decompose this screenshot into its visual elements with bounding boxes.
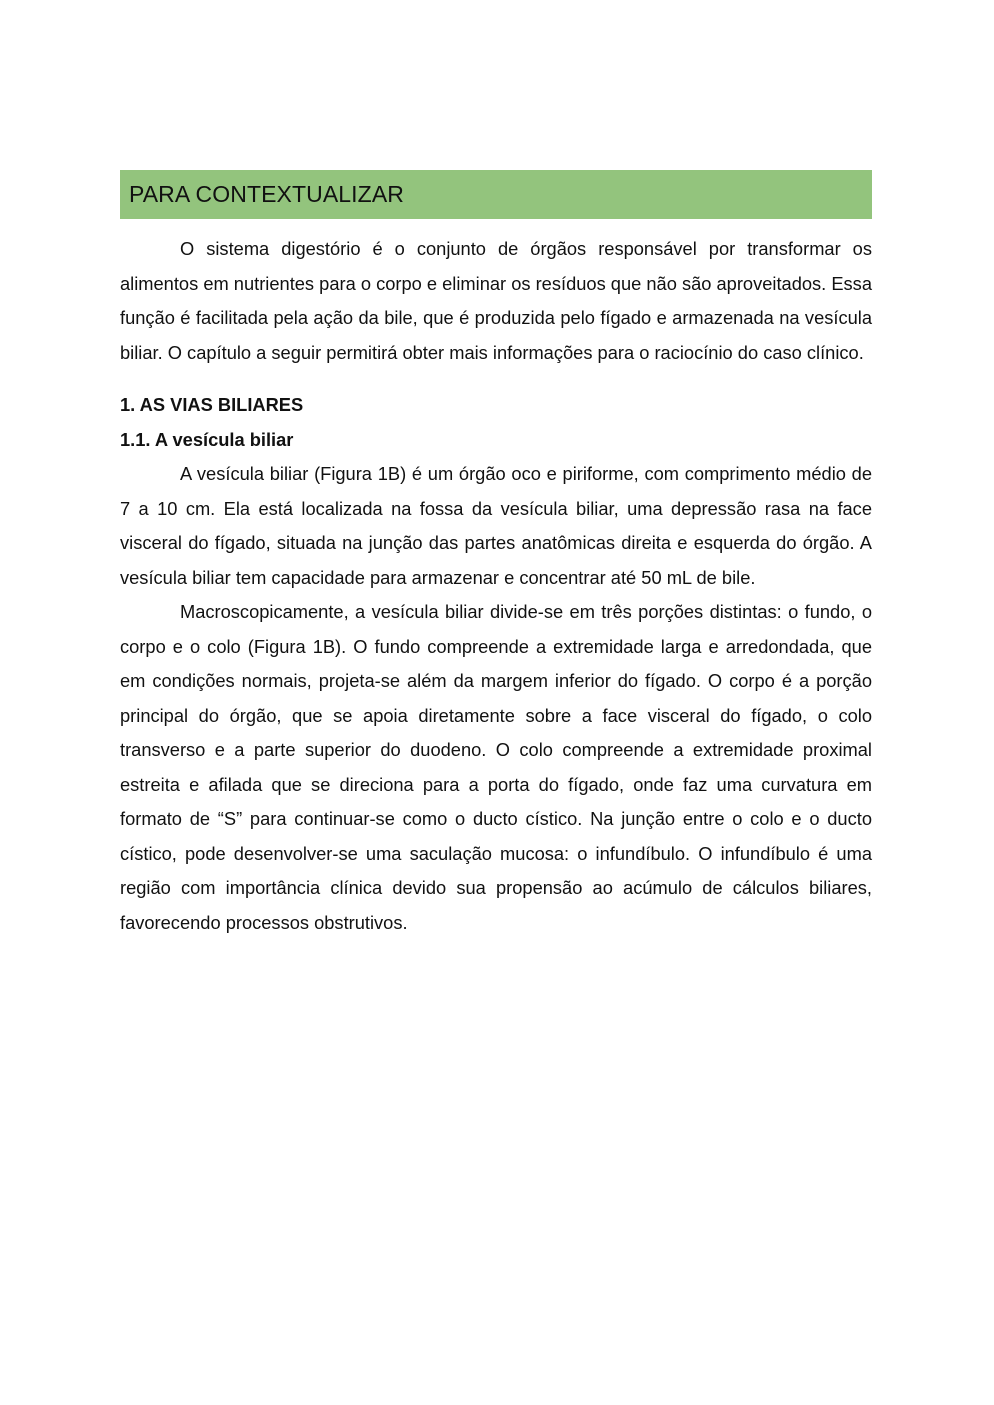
body-paragraph: A vesícula biliar (Figura 1B) é um órgão oco e piriforme, com comprimento médio de 7 a 10 cm. Ela está localizada na fossa da vesícula biliar, uma depressão rasa na face visceral do fígado, situada na junção das partes anatômicas direita e esquerda do órgão. A vesícula biliar tem capacidade para armazenar e concentrar até 50 mL de bile.	[120, 463, 872, 588]
subsection-heading: 1.1. A vesícula biliar	[120, 428, 294, 450]
section-banner	[120, 170, 872, 219]
document-page	[120, 170, 872, 940]
body-paragraph: Macroscopicamente, a vesícula biliar divide-se em três porções distintas: o fundo, o corpo e o colo (Figura 1B). O fundo compreende a extremidade larga e arredondada, que em condições normais, projeta-se além da margem inferior do fígado. O corpo é a porção principal do órgão, que se apoia diretamente sobre a face visceral do fígado, o colo transverso e a parte superior do duodeno. O colo compreende a extremidade proximal estreita e afilada que se direciona para a porta do fígado, onde faz uma curvatura em formato de “S” para continuar-se como o ducto cístico. Na junção entre o colo e o ducto cístico, pode desenvolver-se uma saculação mucosa: o infundíbulo. O infundíbulo é uma região com importância clínica devido sua propensão ao acúmulo de cálculos biliares, favorecendo processos obstrutivos.	[120, 601, 872, 933]
intro-paragraph: O sistema digestório é o conjunto de órgãos responsável por transformar os alimentos em nutrientes para o corpo e eliminar os resíduos que não são aproveitados. Essa função é facilitada pela ação da bile, que é produzida pelo fígado e armazenada na vesícula biliar. O capítulo a seguir permitirá obter mais informações para o raciocínio do caso clínico.	[120, 238, 872, 363]
banner-title: PARA CONTEXTUALIZAR	[129, 181, 404, 207]
section-heading: 1. AS VIAS BILIARES	[120, 394, 304, 415]
